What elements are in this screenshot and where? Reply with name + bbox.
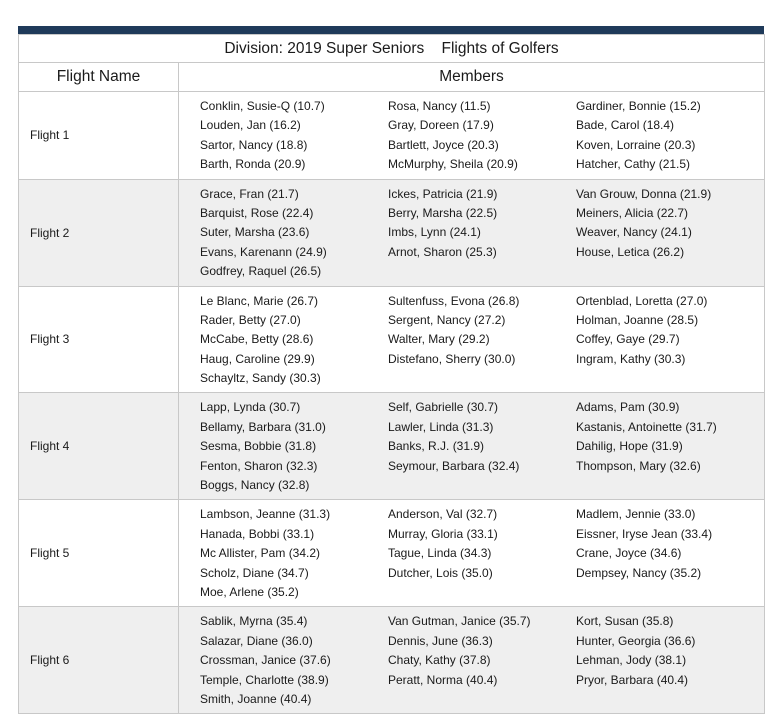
member-entry: Bartlett, Joyce (20.3)	[388, 137, 499, 152]
member-entry: House, Letica (26.2)	[576, 244, 685, 259]
members-column	[388, 185, 576, 282]
flights-table-frame	[18, 26, 764, 714]
member-entry: Kastanis, Antoinette (31.7)	[576, 419, 717, 434]
members-cell	[179, 92, 765, 180]
member-entry: Lambson, Jeanne (31.3)	[200, 507, 331, 522]
member-entry: Moe, Arlene (35.2)	[200, 584, 299, 599]
member-entry: Gray, Doreen (17.9)	[388, 118, 494, 133]
member-entry: Smith, Joanne (40.4)	[200, 691, 312, 706]
member-entry: Sultenfuss, Evona (26.8)	[388, 293, 520, 308]
members-column	[179, 292, 388, 389]
flight-name-cell: Flight 2	[19, 179, 179, 286]
member-entry: Banks, R.J. (31.9)	[388, 439, 485, 454]
member-entry: Anderson, Val (32.7)	[388, 507, 498, 522]
member-entry: Rader, Betty (27.0)	[200, 312, 301, 327]
members-column	[576, 398, 764, 495]
division-title: Division: 2019 Super Seniors	[224, 39, 425, 57]
member-entry: Seymour, Barbara (32.4)	[388, 458, 520, 473]
member-entry: Dahilig, Hope (31.9)	[576, 439, 683, 454]
members-column	[179, 185, 388, 282]
member-entry: Suter, Marsha (23.6)	[200, 225, 310, 240]
members-column	[388, 505, 576, 602]
member-entry: Sartor, Nancy (18.8)	[200, 137, 308, 152]
member-entry: Bellamy, Barbara (31.0)	[200, 419, 326, 434]
member-entry: Hanada, Bobbi (33.1)	[200, 526, 315, 541]
member-entry: Imbs, Lynn (24.1)	[388, 225, 481, 240]
member-entry: Van Gutman, Janice (35.7)	[388, 614, 531, 629]
members-cell	[179, 286, 765, 393]
member-entry: Bade, Carol (18.4)	[576, 118, 675, 133]
member-entry: Tague, Linda (34.3)	[388, 546, 492, 561]
flight-row	[19, 607, 765, 714]
member-entry: Conklin, Susie-Q (10.7)	[200, 99, 325, 113]
member-entry: Crossman, Janice (37.6)	[200, 653, 331, 668]
member-entry: Meiners, Alicia (22.7)	[576, 205, 689, 220]
member-entry: Le Blanc, Marie (26.7)	[200, 293, 319, 308]
members-column	[576, 97, 764, 175]
members-column	[388, 612, 576, 709]
flight-row	[19, 92, 765, 180]
member-entry: Walter, Mary (29.2)	[388, 332, 490, 347]
flight-name-cell: Flight 3	[19, 286, 179, 393]
member-entry: Ortenblad, Loretta (27.0)	[576, 293, 708, 308]
member-entry: Lehman, Jody (38.1)	[576, 653, 687, 668]
members-cell	[179, 393, 765, 500]
member-entry: Temple, Charlotte (38.9)	[200, 672, 329, 687]
member-entry: Gardiner, Bonnie (15.2)	[576, 99, 701, 113]
flights-table	[18, 34, 765, 714]
flight-name-cell: Flight 6	[19, 607, 179, 714]
member-entry: Louden, Jan (16.2)	[200, 118, 301, 133]
member-entry: Lawler, Linda (31.3)	[388, 419, 494, 434]
member-entry: Boggs, Nancy (32.8)	[200, 478, 310, 493]
member-entry: Evans, Karenann (24.9)	[200, 244, 327, 259]
members-column	[179, 612, 388, 709]
member-entry: Scholz, Diane (34.7)	[200, 565, 309, 580]
flight-row	[19, 179, 765, 286]
member-entry: Hatcher, Cathy (21.5)	[576, 157, 691, 172]
member-entry: Schayltz, Sandy (30.3)	[200, 371, 321, 386]
flight-name-header: Flight Name	[19, 63, 179, 92]
member-entry: Van Grouw, Donna (21.9)	[576, 186, 712, 201]
member-entry: Madlem, Jennie (33.0)	[576, 507, 696, 522]
flight-name-cell: Flight 4	[19, 393, 179, 500]
member-entry: Haug, Caroline (29.9)	[200, 351, 315, 366]
member-entry: Adams, Pam (30.9)	[576, 400, 680, 415]
members-column	[388, 398, 576, 495]
members-header: Members	[179, 63, 765, 92]
member-entry: Lapp, Lynda (30.7)	[200, 400, 301, 415]
member-entry: Godfrey, Raquel (26.5)	[200, 264, 322, 279]
members-column	[179, 505, 388, 602]
member-entry: Hunter, Georgia (36.6)	[576, 633, 696, 648]
member-entry: Chaty, Kathy (37.8)	[388, 653, 491, 668]
header-accent-bar	[18, 26, 764, 34]
member-entry: Dutcher, Lois (35.0)	[388, 565, 493, 580]
member-entry: Koven, Lorraine (20.3)	[576, 137, 696, 152]
member-entry: Thompson, Mary (32.6)	[576, 458, 701, 473]
flights-subtitle: Flights of Golfers	[441, 39, 559, 57]
member-entry: Weaver, Nancy (24.1)	[576, 225, 692, 240]
member-entry: Mc Allister, Pam (34.2)	[200, 546, 321, 561]
member-entry: Eissner, Iryse Jean (33.4)	[576, 526, 713, 541]
member-entry: Peratt, Norma (40.4)	[388, 672, 498, 687]
member-entry: Holman, Joanne (28.5)	[576, 312, 699, 327]
members-column	[576, 185, 764, 282]
members-cell	[179, 179, 765, 286]
flight-name-cell: Flight 1	[19, 92, 179, 180]
member-entry: Salazar, Diane (36.0)	[200, 633, 313, 648]
member-entry: Barth, Ronda (20.9)	[200, 157, 306, 172]
member-entry: Kort, Susan (35.8)	[576, 614, 674, 629]
member-entry: Berry, Marsha (22.5)	[388, 205, 498, 220]
member-entry: Arnot, Sharon (25.3)	[388, 244, 497, 259]
member-entry: Crane, Joyce (34.6)	[576, 546, 682, 561]
member-entry: Coffey, Gaye (29.7)	[576, 332, 680, 347]
member-entry: Dennis, June (36.3)	[388, 633, 493, 648]
member-entry: Sablik, Myrna (35.4)	[200, 614, 308, 629]
member-entry: McMurphy, Sheila (20.9)	[388, 157, 518, 172]
members-cell	[179, 607, 765, 714]
members-column	[388, 292, 576, 389]
members-column	[388, 97, 576, 175]
flight-name-cell: Flight 5	[19, 500, 179, 607]
members-column	[576, 292, 764, 389]
flight-row	[19, 500, 765, 607]
members-column	[179, 398, 388, 495]
members-column	[179, 97, 388, 175]
member-entry: McCabe, Betty (28.6)	[200, 332, 314, 347]
table-title	[19, 35, 765, 63]
member-entry: Ickes, Patricia (21.9)	[388, 186, 498, 201]
member-entry: Ingram, Kathy (30.3)	[576, 351, 686, 366]
members-cell	[179, 500, 765, 607]
member-entry: Fenton, Sharon (32.3)	[200, 458, 318, 473]
member-entry: Sesma, Bobbie (31.8)	[200, 439, 317, 454]
members-column	[576, 505, 764, 602]
members-column	[576, 612, 764, 709]
member-entry: Distefano, Sherry (30.0)	[388, 351, 516, 366]
member-entry: Self, Gabrielle (30.7)	[388, 400, 499, 415]
member-entry: Dempsey, Nancy (35.2)	[576, 565, 702, 580]
member-entry: Grace, Fran (21.7)	[200, 186, 299, 201]
member-entry: Murray, Gloria (33.1)	[388, 526, 498, 541]
flight-row	[19, 286, 765, 393]
member-entry: Rosa, Nancy (11.5)	[388, 99, 491, 113]
member-entry: Sergent, Nancy (27.2)	[388, 312, 506, 327]
member-entry: Barquist, Rose (22.4)	[200, 205, 314, 220]
member-entry: Pryor, Barbara (40.4)	[576, 672, 689, 687]
flight-row	[19, 393, 765, 500]
